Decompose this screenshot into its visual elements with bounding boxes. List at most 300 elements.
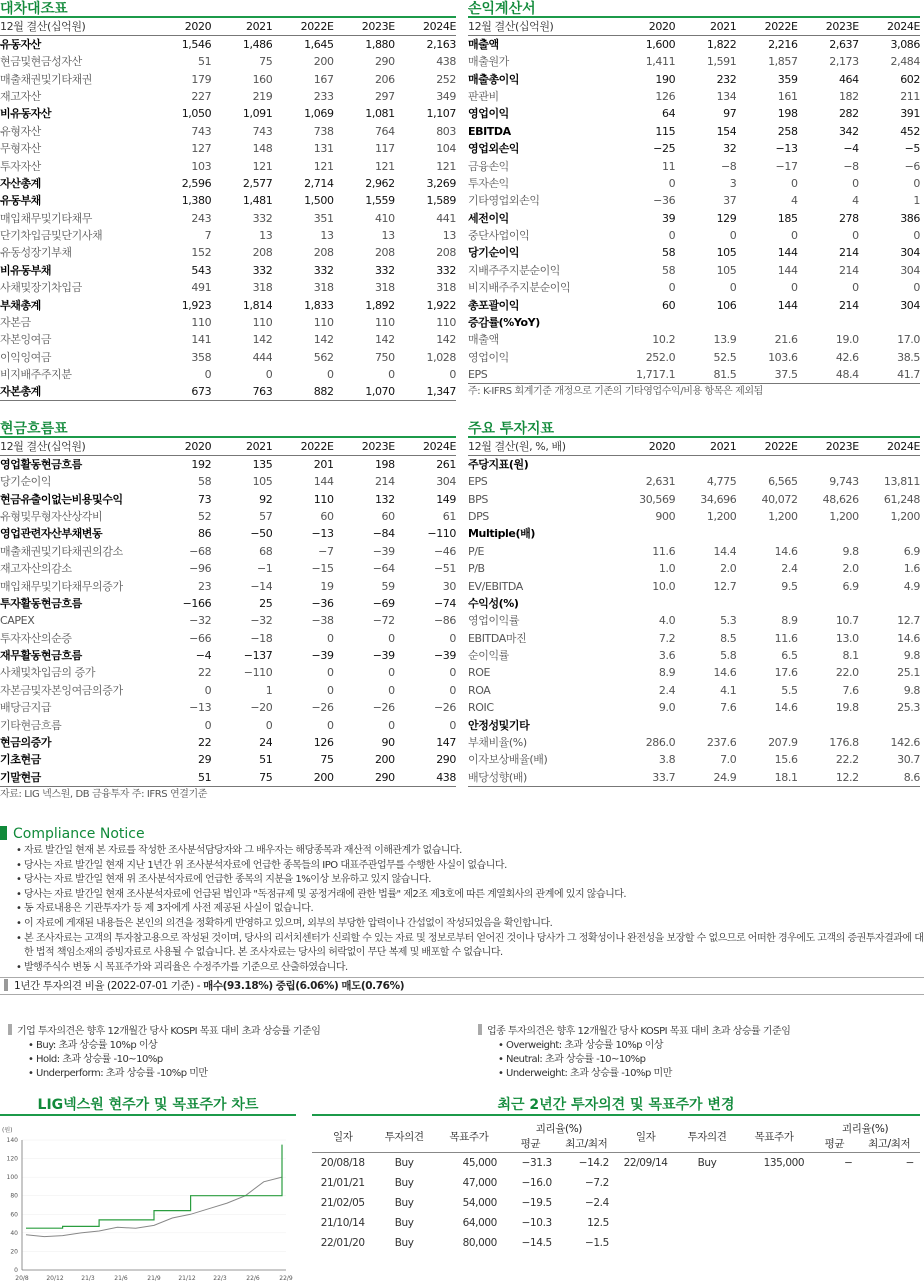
row-value: 7.2 <box>658 631 676 645</box>
row-value: 11 <box>661 159 676 173</box>
history-cell: 47,000 <box>462 1176 497 1189</box>
row-value: 464 <box>838 72 859 86</box>
row-value: −84 <box>372 527 395 541</box>
row-value <box>736 595 797 612</box>
row-value: 0 <box>729 281 737 295</box>
col-gap: 괴리율(%) <box>535 1123 582 1135</box>
row-value: 0 <box>388 666 395 680</box>
row-value: 13.9 <box>713 333 737 347</box>
row-value <box>859 456 920 474</box>
y-tick-label: 120 <box>6 1155 18 1163</box>
history-cell <box>858 1173 920 1193</box>
row-value: 51 <box>197 55 212 69</box>
row-value <box>614 716 675 733</box>
compliance-item: • 발행주식수 변동 시 목표주가와 괴리율은 수정주가를 기준으로 산출하였습니다. <box>16 961 924 976</box>
row-value: 410 <box>374 211 395 225</box>
table-row <box>468 314 920 331</box>
row-value: 105 <box>716 246 737 260</box>
table-row <box>0 716 456 733</box>
row-value: 3.8 <box>658 753 676 767</box>
sector-criteria-header: 업종 투자의견은 향후 12개월간 당사 KOSPI 목표 대비 초과 상승률 기준임 <box>478 1024 918 1039</box>
table-row <box>0 560 456 577</box>
row-value: −51 <box>433 562 456 576</box>
y-tick-label: 100 <box>6 1174 18 1182</box>
row-label: 매출원가 <box>468 55 509 69</box>
row-value: 25.3 <box>897 701 920 715</box>
row-value: −4 <box>195 649 212 663</box>
criteria-desc: : 초과 상승률 10%p 이상 <box>558 1040 664 1051</box>
row-value: 9.8 <box>903 649 920 663</box>
row-value: 182 <box>838 89 859 103</box>
row-value: 290 <box>374 55 395 69</box>
table-row <box>468 296 920 313</box>
compliance-item: • 당사는 자료 발간일 현재 조사분석자료에 언급된 법인과 "독점규제 및 공정거래에 관한 법률" 제2조 제3호에 따른 계열회사의 관계에 있지 않습니다. <box>16 888 924 903</box>
row-value: 60 <box>661 298 676 312</box>
row-value: 1,028 <box>426 350 456 364</box>
row-value: −64 <box>372 562 395 576</box>
history-cell <box>615 1213 676 1233</box>
header-row <box>468 438 920 456</box>
row-value: 2,216 <box>768 38 798 51</box>
history-cell <box>676 1193 737 1213</box>
history-cell <box>615 1173 676 1193</box>
row-value: 1,589 <box>426 194 456 208</box>
target-price-line <box>26 1145 282 1229</box>
row-value: 0 <box>449 368 456 382</box>
row-value: 1,200 <box>768 509 798 523</box>
row-label: 자본총계 <box>0 383 150 401</box>
row-value: 141 <box>191 333 212 347</box>
row-value: 0 <box>388 683 395 697</box>
section-marker-icon <box>0 826 7 840</box>
row-value: 0 <box>204 718 212 732</box>
row-value: 207.9 <box>768 736 798 750</box>
price-chart-section <box>0 1094 296 1287</box>
row-label: 현금의증가 <box>0 736 52 750</box>
table-row <box>468 508 920 525</box>
row-value: 1.6 <box>903 562 920 576</box>
row-value: 9.8 <box>842 544 859 558</box>
row-label: 유형및무형자산상각비 <box>0 509 103 523</box>
row-value: 185 <box>777 211 798 225</box>
col-hilo: 최고/최저 <box>565 1138 608 1150</box>
row-value: 25 <box>259 596 273 610</box>
row-value <box>798 716 859 733</box>
row-value: 444 <box>252 350 273 364</box>
row-value: 8.6 <box>859 769 920 787</box>
row-value: 0 <box>204 368 212 382</box>
unit-label: 12월 결산(원, %, 배) <box>468 438 614 456</box>
row-label: 배당성향(배) <box>468 769 614 787</box>
row-value: 52 <box>197 509 212 523</box>
row-value: 1,050 <box>181 107 212 121</box>
row-value: 2,484 <box>890 55 920 69</box>
row-value: 602 <box>900 72 920 86</box>
row-value: 0 <box>326 718 334 732</box>
unit-label: 12월 결산(십억원) <box>0 18 150 36</box>
history-cell: −2.4 <box>584 1196 609 1209</box>
row-value: −14 <box>250 579 273 593</box>
criteria-term: Neutral <box>506 1054 540 1065</box>
row-label: 기말현금 <box>0 769 150 787</box>
row-value: 304 <box>436 475 456 489</box>
row-value: 11.6 <box>652 544 676 558</box>
row-value: −32 <box>250 614 273 628</box>
table-row <box>468 349 920 366</box>
row-value: 176.8 <box>829 736 859 750</box>
row-value: 243 <box>191 211 212 225</box>
history-cell <box>858 1193 920 1213</box>
row-value: 438 <box>395 769 456 787</box>
criteria-marker-icon <box>8 1024 12 1035</box>
row-value: 60 <box>320 509 334 523</box>
row-value: 41.7 <box>859 366 920 384</box>
row-value: −69 <box>372 596 395 610</box>
row-label: 영업이익 <box>468 350 509 364</box>
row-value: 12.2 <box>798 769 859 787</box>
row-value: 75 <box>259 55 273 69</box>
row-value <box>675 456 736 474</box>
income-statement-section <box>468 0 920 400</box>
row-label: P/B <box>468 562 485 576</box>
x-tick-label: 20/8 <box>15 1275 29 1282</box>
row-value: 5.5 <box>781 683 798 697</box>
row-value: 135 <box>252 458 273 471</box>
row-value: 0 <box>449 683 456 697</box>
row-value: 22 <box>197 666 212 680</box>
history-cell <box>810 1213 858 1233</box>
row-value: 8.9 <box>658 666 676 680</box>
row-value: 1,070 <box>334 383 395 401</box>
key-indicators-table <box>468 438 920 787</box>
row-value: 304 <box>900 298 920 312</box>
row-value: 142.6 <box>890 736 920 750</box>
chart-unit: (원) <box>2 1127 13 1134</box>
row-value: 8.5 <box>720 631 737 645</box>
row-value: 208 <box>252 246 273 260</box>
row-value: 148 <box>252 142 273 156</box>
row-value: 0 <box>449 666 456 680</box>
row-value: 86 <box>197 527 212 541</box>
row-value: 58 <box>661 246 676 260</box>
row-value: 200 <box>272 769 333 787</box>
table-row <box>0 612 456 629</box>
price-chart <box>0 1120 296 1287</box>
row-value: −4 <box>843 142 859 156</box>
row-value: 4.1 <box>720 683 737 697</box>
criteria-item <box>498 1039 918 1053</box>
row-value <box>614 456 675 474</box>
table-row <box>468 647 920 664</box>
income-footnote: 주: K-IFRS 회계기준 개정으로 기존의 기타영업수익/비용 항목은 제외됨 <box>468 386 763 398</box>
table-row <box>0 664 456 681</box>
row-value: −6 <box>904 159 920 173</box>
year-header: 2022E <box>736 18 797 36</box>
row-value: 1,200 <box>890 509 920 523</box>
row-value: 126 <box>313 736 334 750</box>
row-label: 수익성(%) <box>468 596 519 610</box>
row-value: 9.8 <box>903 683 920 697</box>
table-row <box>468 456 920 474</box>
sector-criteria <box>478 1024 918 1081</box>
row-value: 1,081 <box>365 107 395 121</box>
row-value: 40,072 <box>761 492 798 506</box>
row-value: 1,833 <box>304 298 334 312</box>
row-value: 318 <box>313 281 334 295</box>
table-row <box>468 175 920 192</box>
row-value: 152 <box>191 246 212 260</box>
row-value: 14.6 <box>713 666 737 680</box>
row-value: 286.0 <box>645 736 676 750</box>
table-row <box>0 769 456 787</box>
table-row <box>0 157 456 174</box>
table-row <box>468 279 920 296</box>
row-label: 영업관련자산부채변동 <box>0 527 103 541</box>
row-value: −110 <box>427 527 456 541</box>
table-row <box>0 314 456 331</box>
criteria-desc: : 초과 상승률 -10%p 미만 <box>564 1068 672 1079</box>
table-row <box>468 630 920 647</box>
price-line <box>26 1177 282 1237</box>
table-row <box>0 175 456 192</box>
row-value: 22.2 <box>835 753 859 767</box>
table-row <box>0 53 456 70</box>
row-value: 21.6 <box>774 333 798 347</box>
history-cell: 12.5 <box>587 1216 609 1229</box>
row-value: −13 <box>189 701 212 715</box>
criteria-item <box>498 1067 918 1081</box>
col-target: 목표주가 <box>449 1130 489 1143</box>
row-value: 60 <box>381 509 395 523</box>
compliance-item: • 본 조사자료는 고객의 투자참고용으로 작성된 것이며, 당사의 리서치센터가 신뢰할 수 있는 자료 및 정보로부터 얻어진 것이나 당사가 그 정확성이나 완전성을 보장할 수 없으므로 어떠한 경우에도 고객의 증권투자결과에 대한 법적 책임소재의 증빙자료로 사용될 수 없습니다. 본 조사자료는 당사의 허락없이 무단 복제 및 배포할 수 없습니다. <box>16 932 924 961</box>
row-value: 764 <box>374 124 395 138</box>
unit-label: 12월 결산(십억원) <box>468 18 614 36</box>
row-value: 219 <box>252 89 273 103</box>
row-label: 매출채권및기타채권 <box>0 72 93 86</box>
row-label: 투자자산의순증 <box>0 631 72 645</box>
balance-sheet-section <box>0 0 456 401</box>
row-value: 9.0 <box>658 701 676 715</box>
row-label: ROE <box>468 666 491 680</box>
row-value: 115 <box>655 124 676 138</box>
row-value: 0 <box>326 631 334 645</box>
row-label: 세전이익 <box>468 211 509 225</box>
history-cell: Buy <box>394 1236 414 1249</box>
row-value: 3,269 <box>426 176 456 190</box>
row-value: 14.6 <box>774 544 798 558</box>
income-statement-title: 손익계산서 <box>468 0 920 18</box>
row-value: 0 <box>388 631 395 645</box>
row-value: 12.7 <box>897 614 920 628</box>
row-value: 121 <box>252 159 273 173</box>
table-row <box>0 577 456 594</box>
row-value: 882 <box>272 383 333 401</box>
row-label: 자본금 <box>0 316 31 330</box>
row-value: 37 <box>723 194 737 208</box>
table-row <box>0 123 456 140</box>
row-value: 2.4 <box>781 562 798 576</box>
row-value: −96 <box>189 562 212 576</box>
balance-sheet-table <box>0 18 456 401</box>
row-value: 1,500 <box>304 194 334 208</box>
row-value: −110 <box>243 666 273 680</box>
sector-criteria-list <box>478 1039 918 1081</box>
row-label: 비지배주주지분순이익 <box>468 281 571 295</box>
row-label: 투자활동현금흐름 <box>0 596 82 610</box>
x-tick-label: 22/9 <box>279 1275 293 1282</box>
row-value: 3,086 <box>890 38 920 51</box>
history-cell: −31.3 <box>521 1156 552 1169</box>
history-cell: −14.2 <box>578 1156 609 1169</box>
row-value: 15.6 <box>774 753 798 767</box>
row-label: 유동자산 <box>0 38 41 51</box>
x-tick-label: 21/6 <box>114 1275 128 1282</box>
col-opinion: 투자의견 <box>384 1130 424 1143</box>
row-value: 144 <box>313 475 334 489</box>
row-label: 단기차입금및단기사채 <box>0 229 103 243</box>
row-label: 이익잉여금 <box>0 350 52 364</box>
history-cell: 80,000 <box>462 1236 497 1249</box>
table-row <box>468 88 920 105</box>
row-value: 0 <box>913 229 920 243</box>
table-row <box>0 331 456 348</box>
table-row <box>468 525 920 542</box>
row-value: 0 <box>326 683 334 697</box>
row-value: 208 <box>436 246 456 260</box>
row-value: 192 <box>191 458 212 471</box>
row-label: EPS <box>468 475 488 489</box>
table-row <box>468 227 920 244</box>
col-target: 목표주가 <box>754 1130 794 1143</box>
row-value: 332 <box>436 263 456 277</box>
table-row <box>468 53 920 70</box>
table-row <box>0 105 456 122</box>
row-value: 24 <box>259 736 273 750</box>
row-value: 2,637 <box>829 38 859 51</box>
row-value: −13 <box>775 142 798 156</box>
table-row <box>0 210 456 227</box>
row-value: 214 <box>838 246 859 260</box>
row-label: 무형자산 <box>0 142 41 156</box>
row-value: 1,600 <box>645 38 676 51</box>
row-value: 22.0 <box>835 666 859 680</box>
row-value <box>798 595 859 612</box>
row-value: 0 <box>790 229 798 243</box>
row-value: −32 <box>189 614 212 628</box>
row-value: 1,069 <box>304 107 334 121</box>
row-value: 0 <box>729 229 737 243</box>
row-value <box>736 456 797 474</box>
row-value: 3.6 <box>658 649 676 663</box>
table-row <box>468 734 920 751</box>
row-value: 17.6 <box>774 666 798 680</box>
year-header: 2021 <box>211 18 272 36</box>
compliance-list <box>0 844 924 975</box>
history-cell <box>738 1213 810 1233</box>
table-row <box>0 543 456 560</box>
history-cell: 22/01/20 <box>320 1236 365 1249</box>
row-label: EBITDA <box>468 124 511 138</box>
row-value: 332 <box>374 263 395 277</box>
row-label: 지배주주지분순이익 <box>468 263 561 277</box>
row-value: 2.0 <box>842 562 859 576</box>
row-value <box>614 314 675 331</box>
cash-flow-title: 현금흐름표 <box>0 420 456 438</box>
year-header: 2023E <box>798 18 859 36</box>
criteria-desc: : 초과 상승률 10%p 이상 <box>52 1040 158 1051</box>
row-value: 358 <box>191 350 212 364</box>
row-value: 33.7 <box>614 769 675 787</box>
cash-flow-footnote: 자료: LIG 넥스원, DB 금융투자 주: IFRS 연결기준 <box>0 788 208 800</box>
row-value: −1 <box>256 562 273 576</box>
row-label: 부채총계 <box>0 298 41 312</box>
row-label: 금융손익 <box>468 159 509 173</box>
criteria-term: Overweight <box>506 1040 559 1051</box>
table-row <box>0 682 456 699</box>
year-header: 2022E <box>736 438 797 456</box>
row-value: −25 <box>653 142 676 156</box>
row-value: 142 <box>436 333 456 347</box>
row-value: 0 <box>913 176 920 190</box>
row-value: 198 <box>777 107 798 121</box>
compliance-title: Compliance Notice <box>0 824 924 844</box>
row-value: 386 <box>900 211 920 225</box>
criteria-term: Buy <box>36 1040 53 1051</box>
history-cell: Buy <box>394 1196 414 1209</box>
history-cell: 20/08/18 <box>320 1156 365 1169</box>
row-label: 사채및장기차입금 <box>0 281 82 295</box>
row-value: 5.3 <box>720 614 737 628</box>
row-value: 0 <box>913 281 920 295</box>
row-value: 1,591 <box>706 55 737 69</box>
table-row <box>0 751 456 768</box>
row-value: 8.9 <box>781 614 798 628</box>
row-value: 117 <box>374 142 395 156</box>
col-avg: 평균 <box>520 1138 541 1150</box>
row-value: 10.2 <box>652 333 676 347</box>
table-row <box>0 630 456 647</box>
row-value: 1,717.1 <box>614 366 675 384</box>
row-value: 391 <box>900 107 920 121</box>
row-value: 1,411 <box>645 55 676 69</box>
row-label: 자본잉여금 <box>0 333 52 347</box>
history-cell: − <box>844 1156 853 1169</box>
row-value: 359 <box>777 72 798 86</box>
row-value: 743 <box>252 124 273 138</box>
row-value: 200 <box>374 753 395 767</box>
row-value: 214 <box>838 263 859 277</box>
row-value: 105 <box>716 263 737 277</box>
row-value <box>798 456 859 474</box>
row-value: 92 <box>259 492 273 506</box>
row-value: 0 <box>668 229 676 243</box>
company-criteria-header: 기업 투자의견은 향후 12개월간 당사 KOSPI 목표 대비 초과 상승률 기준임 <box>8 1024 448 1039</box>
row-value: 103 <box>191 159 212 173</box>
row-value: 110 <box>252 316 273 330</box>
row-value: 134 <box>716 89 737 103</box>
row-label: 영업이익 <box>468 107 509 121</box>
row-value: 0 <box>326 666 334 680</box>
opinion-history-title: 최근 2년간 투자의견 및 목표주가 변경 <box>312 1094 920 1116</box>
row-value: 562 <box>313 350 334 364</box>
row-value: 160 <box>252 72 273 86</box>
row-value: 318 <box>252 281 273 295</box>
row-value: 110 <box>374 316 395 330</box>
row-value: −86 <box>433 614 456 628</box>
criteria-item <box>28 1053 448 1067</box>
row-value: 1,857 <box>768 55 798 69</box>
row-value: 19 <box>320 579 334 593</box>
